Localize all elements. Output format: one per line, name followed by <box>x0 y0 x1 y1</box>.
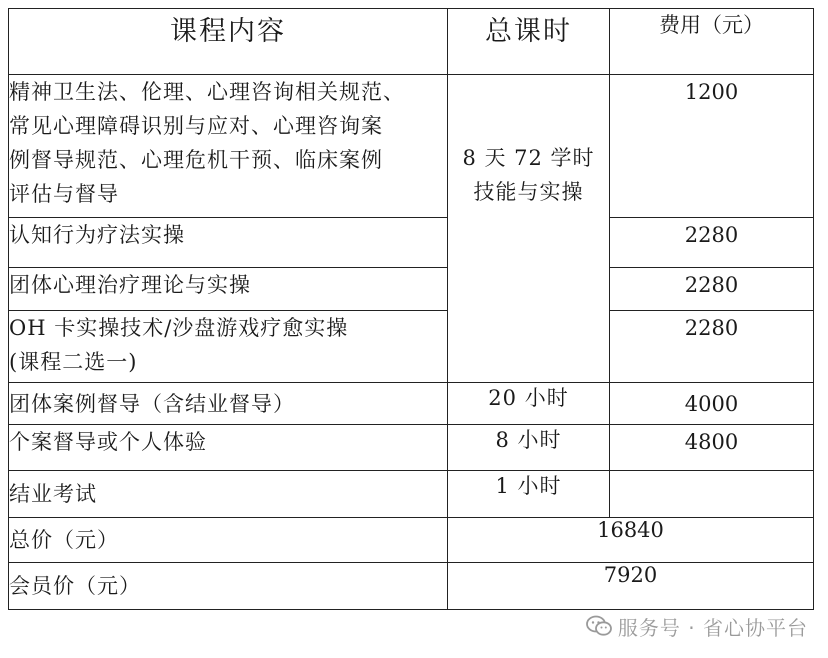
wechat-icon <box>586 615 612 637</box>
fee-cell: 4000 <box>610 383 814 425</box>
fee-cell: 1200 <box>610 75 814 218</box>
content-line: (课程二选一) <box>9 350 138 374</box>
content-line: 团体心理治疗理论与实操 <box>9 273 251 297</box>
content-line: 例督导规范、心理危机干预、临床案例 <box>9 148 383 172</box>
fee-cell: 2280 <box>610 218 814 268</box>
member-price-value: 7920 <box>448 563 814 610</box>
fee-cell: 2280 <box>610 311 814 383</box>
content-line: 团体案例督导（含结业督导） <box>9 391 295 416</box>
hours-line: 技能与实操 <box>473 180 584 204</box>
watermark <box>586 612 808 640</box>
table-row <box>9 311 814 383</box>
table-header-row <box>9 9 814 75</box>
table-row <box>9 75 814 218</box>
course-content-cell <box>9 383 448 425</box>
content-line: 评估与督导 <box>9 182 119 206</box>
watermark-text: 服务号 · 省心协平台 <box>617 615 808 640</box>
table-row <box>9 383 814 425</box>
course-content-cell <box>9 218 448 268</box>
content-line: 认知行为疗法实操 <box>9 223 185 247</box>
fee-cell: 2280 <box>610 268 814 311</box>
content-line: 个案督导或个人体验 <box>9 430 207 454</box>
content-line: 结业考试 <box>9 482 97 506</box>
table-row <box>9 471 814 518</box>
hours-line: 8 天 72 学时 <box>462 146 595 170</box>
hours-cell: 1 小时 <box>448 471 610 518</box>
header-total-hours: 总课时 <box>448 9 610 75</box>
content-line: 常见心理障碍识别与应对、心理咨询案 <box>9 114 383 138</box>
header-fee: 费用（元） <box>610 9 814 75</box>
course-fee-table <box>8 8 814 610</box>
course-content-cell <box>9 75 448 218</box>
total-label: 总价（元） <box>9 518 448 563</box>
hours-cell: 8 小时 <box>448 425 610 471</box>
course-content-cell <box>9 425 448 471</box>
course-content-cell <box>9 311 448 383</box>
course-content-cell <box>9 471 448 518</box>
course-content-cell <box>9 268 448 311</box>
table-row <box>9 425 814 471</box>
hours-cell: 20 小时 <box>448 383 610 425</box>
table-row <box>9 268 814 311</box>
content-line: OH 卡实操技术/沙盘游戏疗愈实操 <box>9 316 349 340</box>
total-row <box>9 518 814 563</box>
member-price-row <box>9 563 814 610</box>
table-row <box>9 218 814 268</box>
total-value: 16840 <box>448 518 814 563</box>
content-line: 精神卫生法、伦理、心理咨询相关规范、 <box>9 80 405 104</box>
fee-cell: 4800 <box>610 425 814 471</box>
merged-hours-cell <box>448 75 610 383</box>
member-price-label: 会员价（元） <box>9 563 448 610</box>
fee-cell <box>610 471 814 518</box>
header-course-content: 课程内容 <box>9 9 448 75</box>
